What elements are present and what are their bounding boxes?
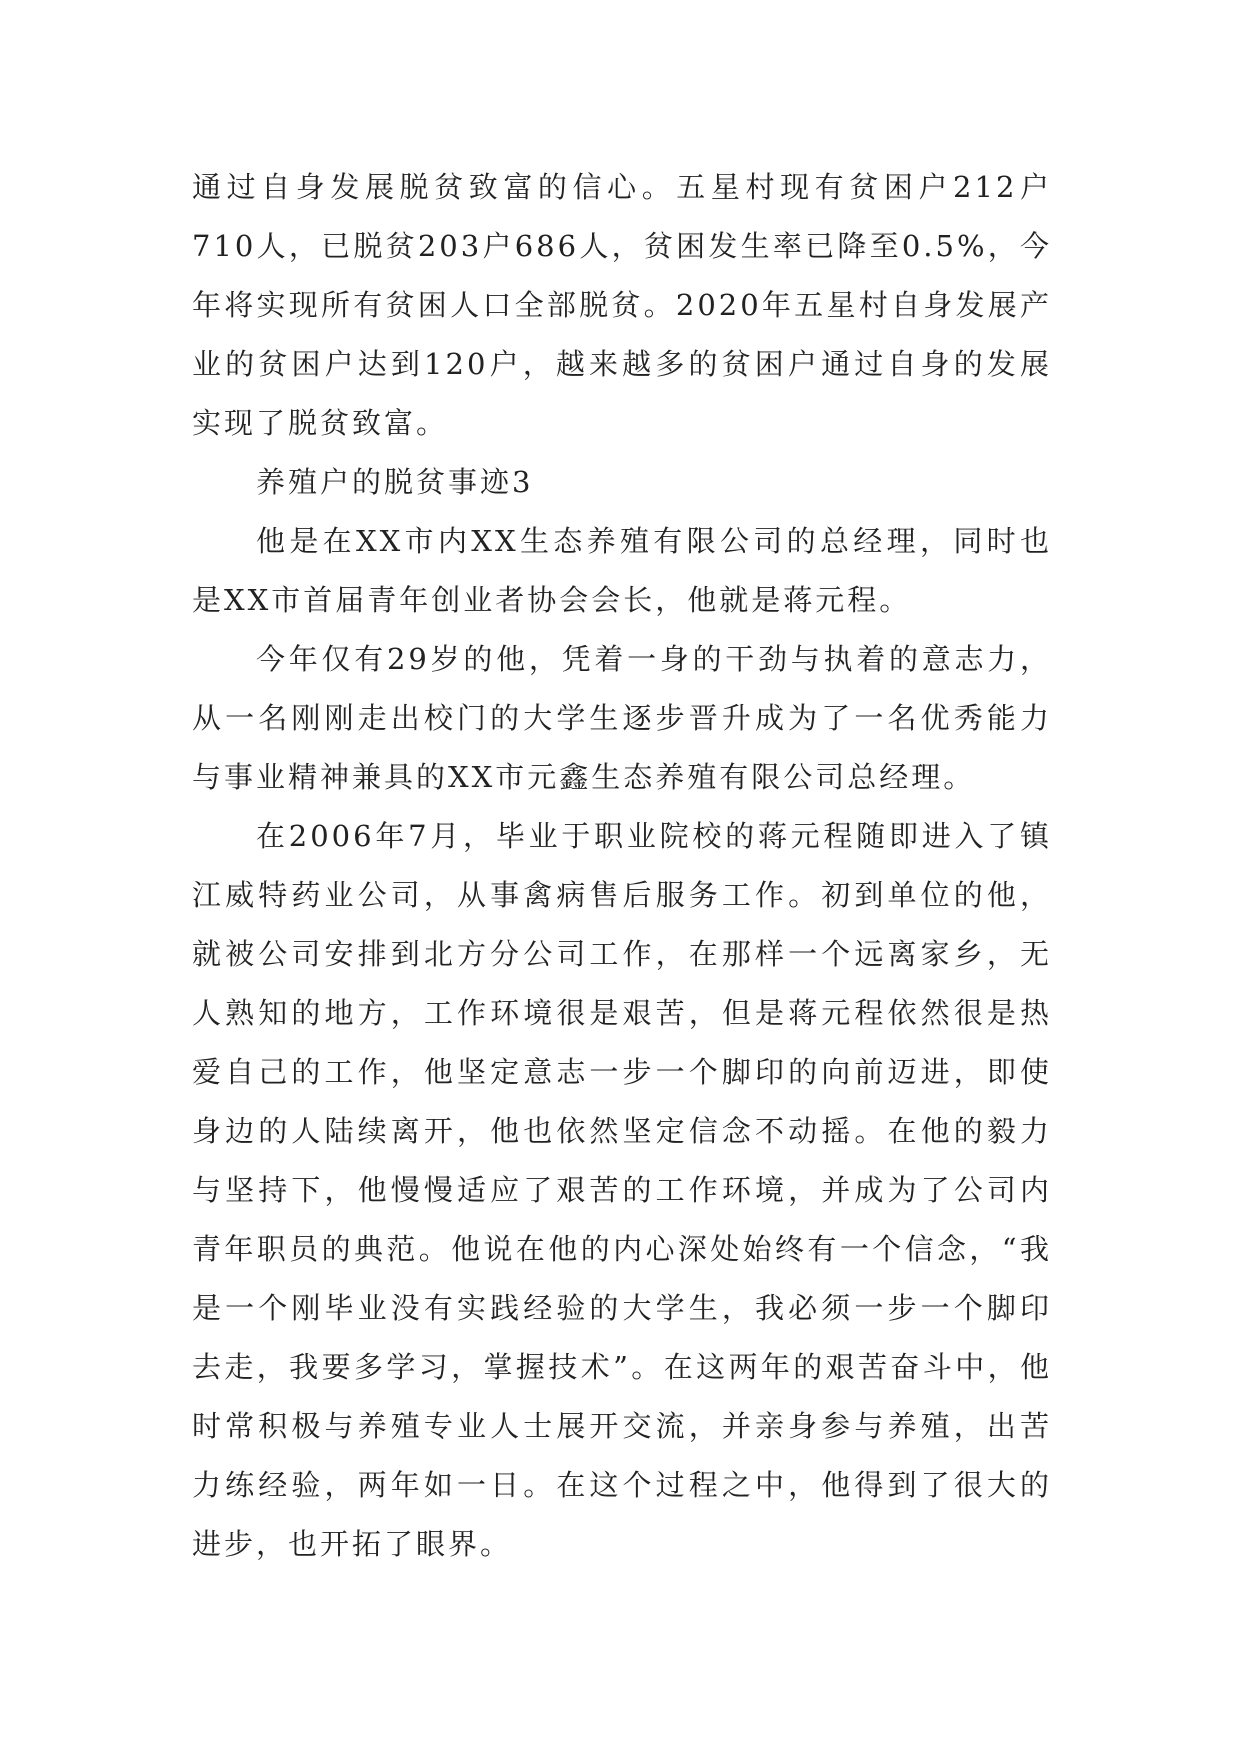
paragraph-age: 今年仅有29岁的他，凭着一身的干劲与执着的意志力，从一名刚刚走出校门的大学生逐步晋升成为了一名优秀能力与事业精神兼具的XX市元鑫生态养殖有限公司总经理。 bbox=[192, 642, 1052, 794]
paragraph-intro: 他是在XX市内XX生态养殖有限公司的总经理，同时也是XX市首届青年创业者协会会长，他就是蒋元程。 bbox=[192, 524, 1052, 617]
document-body bbox=[192, 158, 1052, 1574]
paragraph-continuation: 通过自身发展脱贫致富的信心。五星村现有贫困户212户710人，已脱贫203户686人，贫困发生率已降至0.5%，今年将实现所有贫困人口全部脱贫。2020年五星村自身发展产业的贫困户达到120户，越来越多的贫困户通过自身的发展实现了脱贫致富。 bbox=[192, 170, 1052, 440]
paragraph-career: 在2006年7月，毕业于职业院校的蒋元程随即进入了镇江威特药业公司，从事禽病售后服务工作。初到单位的他，就被公司安排到北方分公司工作，在那样一个远离家乡，无人熟知的地方，工作环境很是艰苦，但是蒋元程依然很是热爱自己的工作，他坚定意志一步一个脚印的向前迈进，即使身边的人陆续离开，他也依然坚定信念不动摇。在他的毅力与坚持下，他慢慢适应了艰苦的工作环境，并成为了公司内青年职员的典范。他说在他的内心深处始终有一个信念，“我是一个刚毕业没有实践经验的大学生，我必须一步一个脚印去走，我要多学习，掌握技术”。在这两年的艰苦奋斗中，他时常积极与养殖专业人士展开交流，并亲身参与养殖，出苦力练经验，两年如一日。在这个过程之中，他得到了很大的进步，也开拓了眼界。 bbox=[192, 819, 1052, 1561]
section-heading: 养殖户的脱贫事迹3 bbox=[256, 465, 534, 499]
